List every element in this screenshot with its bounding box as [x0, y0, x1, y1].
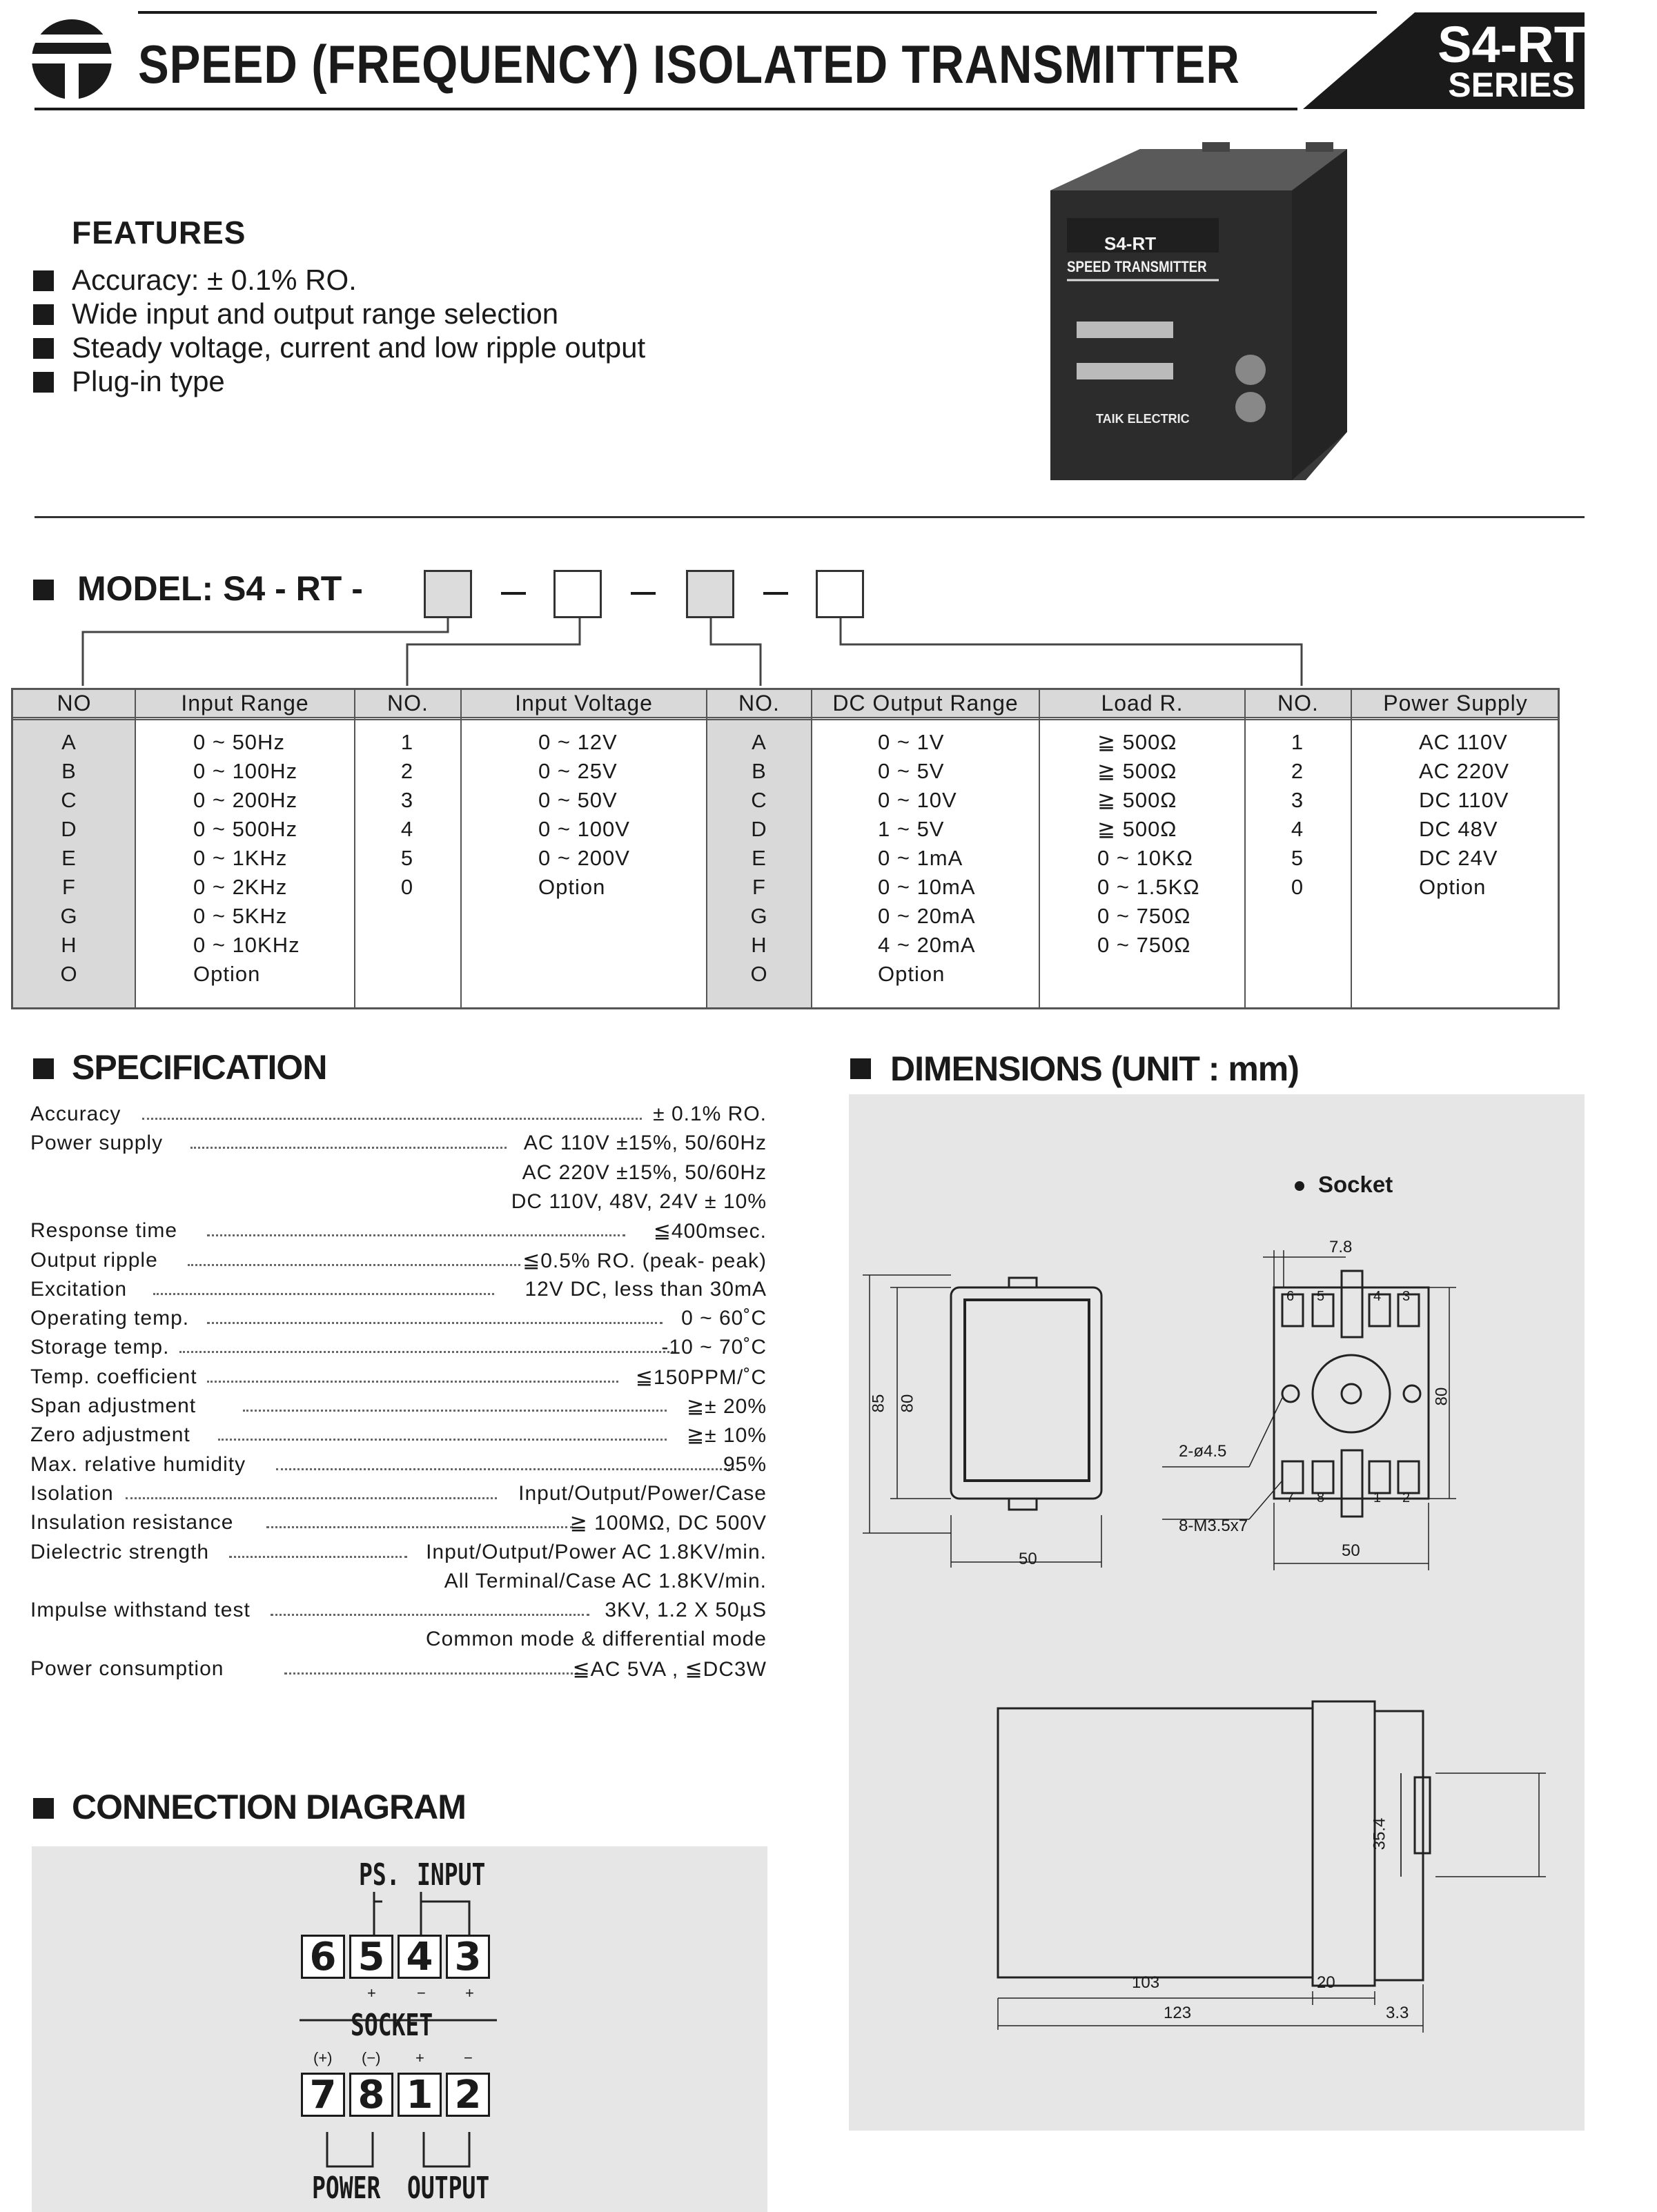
photo-model-text: S4-RT — [1104, 233, 1157, 254]
spec-label: Power consumption — [30, 1657, 224, 1680]
table-cell: F — [62, 875, 76, 899]
table-cell: ≧ 500Ω — [1097, 759, 1177, 783]
table-cell: 0 ~ 750Ω — [1097, 904, 1191, 928]
table-cell: F — [752, 875, 766, 899]
dimension-drawings — [849, 1094, 1585, 2131]
polarity-label: − — [417, 1984, 426, 2002]
bullet-icon — [33, 372, 54, 393]
table-cell: D — [61, 817, 77, 841]
socket-pin-label: 1 — [1373, 1490, 1382, 1505]
bullet-icon — [33, 580, 54, 600]
bullet-icon — [850, 1058, 871, 1079]
table-cell: 5 — [400, 846, 414, 870]
model-box-power-supply — [816, 570, 864, 618]
table-cell: 0 ~ 750Ω — [1097, 933, 1191, 957]
spec-value: ± 0.1% RO. — [653, 1103, 767, 1125]
polarity-label: − — [464, 2049, 473, 2066]
table-cell: 0 ~ 5KHz — [193, 904, 288, 928]
spec-value: DC 110V, 48V, 24V ± 10% — [511, 1189, 767, 1213]
dot-leader — [207, 1381, 618, 1383]
terminal-5: 5 — [349, 1935, 393, 1979]
model-box-output-range — [686, 570, 734, 618]
table-cell: 0 ~ 1mA — [878, 846, 963, 870]
table-cell: 4 ~ 20mA — [878, 933, 976, 957]
spec-label: Insulation resistance — [30, 1511, 234, 1534]
spec-value: ≧ 100MΩ, DC 500V — [569, 1512, 767, 1535]
page-title: SPEED (FREQUENCY) ISOLATED TRANSMITTER — [138, 34, 1240, 95]
spec-label: Max. relative humidity — [30, 1452, 246, 1476]
table-cell: B — [61, 759, 77, 783]
table-cell: 0 — [400, 875, 414, 899]
power-label: POWER — [312, 2171, 381, 2206]
dot-leader — [266, 1526, 573, 1528]
socket-pin-label: 4 — [1373, 1289, 1382, 1304]
input-label: INPUT — [417, 1857, 486, 1893]
section-divider — [35, 516, 1585, 518]
th-input-voltage: Input Voltage — [515, 691, 653, 715]
dim-label: 123 — [1164, 2004, 1192, 2022]
table-cell: 0 ~ 5V — [878, 759, 945, 783]
table-cell: ≧ 500Ω — [1097, 788, 1177, 812]
table-cell: 0 ~ 1.5KΩ — [1097, 875, 1200, 899]
photo-brand-text: TAIK ELECTRIC — [1096, 412, 1190, 426]
dim-label: 50 — [1342, 1541, 1360, 1560]
feature-item: Plug-in type — [72, 365, 225, 397]
spec-value: 95% — [723, 1452, 767, 1476]
series-code: S4-RT — [1438, 16, 1585, 73]
bullet-icon — [33, 1058, 54, 1079]
table-cell: 0 ~ 2KHz — [193, 875, 288, 899]
spec-value: -10 ~ 70˚C — [661, 1336, 767, 1359]
th-voltage-no: NO. — [387, 691, 429, 715]
th-input-range: Input Range — [181, 691, 309, 715]
spec-label: Output ripple — [30, 1248, 158, 1272]
table-cell: 2 — [1291, 759, 1304, 783]
th-output-range: DC Output Range — [832, 691, 1019, 715]
th-load-r: Load R. — [1101, 691, 1184, 715]
table-cell: 1 — [400, 730, 414, 754]
table-cell: A — [752, 730, 767, 754]
spec-value: 0 ~ 60˚C — [681, 1307, 767, 1330]
spec-value: 12V DC, less than 30mA — [524, 1277, 767, 1301]
connection-heading: CONNECTION DIAGRAM — [72, 1788, 466, 1826]
table-cell: 0 ~ 1V — [878, 730, 945, 754]
company-logo — [28, 19, 116, 102]
table-cell: ≧ 500Ω — [1097, 730, 1177, 754]
spec-label: Dielectric strength — [30, 1540, 210, 1563]
dim-label: 2-ø4.5 — [1179, 1442, 1227, 1461]
table-cell: DC 24V — [1419, 846, 1498, 870]
terminal-3: 3 — [446, 1935, 490, 1979]
table-cell: O — [750, 962, 768, 986]
table-cell: 4 — [400, 817, 414, 841]
bullet-icon — [33, 270, 54, 291]
photo-subtitle-text: SPEED TRANSMITTER — [1067, 258, 1207, 275]
th-output-no: NO. — [738, 691, 780, 715]
socket-pin-label: 7 — [1286, 1490, 1295, 1505]
model-dash — [631, 592, 656, 595]
dot-leader — [207, 1234, 625, 1236]
dot-leader — [271, 1614, 589, 1616]
dot-leader — [188, 1264, 520, 1266]
socket-pin-label: 5 — [1317, 1289, 1325, 1304]
table-cell: C — [61, 788, 77, 812]
terminal-6: 6 — [301, 1935, 345, 1979]
table-cell: E — [752, 846, 767, 870]
dot-leader — [276, 1468, 738, 1470]
table-cell: G — [60, 904, 78, 928]
table-cell: 3 — [1291, 788, 1304, 812]
table-cell: AC 110V — [1419, 730, 1508, 754]
table-cell: B — [752, 759, 767, 783]
model-dash — [501, 592, 526, 595]
bullet-icon — [33, 1798, 54, 1819]
table-cell: Option — [1419, 875, 1487, 899]
spec-label: Accuracy — [30, 1103, 121, 1125]
dim-label: 50 — [1019, 1550, 1037, 1568]
spec-value: AC 220V ±15%, 50/60Hz — [522, 1161, 767, 1184]
table-cell: 0 ~ 200V — [538, 846, 630, 870]
spec-label: Excitation — [30, 1277, 128, 1301]
socket-word: SOCKET — [351, 2008, 433, 2043]
spec-label: Isolation — [30, 1481, 114, 1505]
table-cell: G — [750, 904, 768, 928]
dimensions-heading: DIMENSIONS (UNIT : mm) — [890, 1049, 1299, 1088]
table-cell: 0 ~ 10KΩ — [1097, 846, 1193, 870]
terminal-2: 2 — [446, 2073, 490, 2117]
model-connector-lines — [0, 614, 1657, 690]
dot-leader — [126, 1497, 497, 1499]
table-cell: 0 ~ 500Hz — [193, 817, 298, 841]
ps-label: PS. — [359, 1857, 400, 1893]
socket-pin-label: 3 — [1402, 1289, 1411, 1304]
feature-item: Accuracy: ± 0.1% RO. — [72, 264, 357, 296]
dot-leader — [284, 1672, 578, 1675]
socket-pin-label: 8 — [1317, 1490, 1325, 1505]
table-cell: 0 ~ 100Hz — [193, 759, 298, 783]
spec-value: AC 110V ±15%, 50/60Hz — [523, 1132, 767, 1155]
bullet-icon — [33, 338, 54, 359]
spec-label: Span adjustment — [30, 1394, 197, 1417]
dim-label: 8-M3.5x7 — [1179, 1517, 1248, 1535]
table-cell: H — [61, 933, 77, 957]
dot-leader — [207, 1322, 663, 1324]
polarity-label: (+) — [313, 2049, 333, 2066]
table-cell: 0 ~ 25V — [538, 759, 618, 783]
table-cell: 0 ~ 200Hz — [193, 788, 298, 812]
table-cell: Option — [193, 962, 261, 986]
table-cell: 0 ~ 12V — [538, 730, 618, 754]
dim-label: 3.3 — [1386, 2004, 1409, 2022]
dot-leader — [179, 1351, 674, 1353]
series-word: SERIES — [1448, 66, 1575, 104]
spec-label: Zero adjustment — [30, 1423, 190, 1447]
table-cell: 2 — [400, 759, 414, 783]
bullet-icon — [33, 304, 54, 325]
polarity-label: (−) — [362, 2049, 381, 2066]
dot-leader — [229, 1556, 407, 1558]
table-cell: 0 ~ 100V — [538, 817, 630, 841]
spec-value: ≦150PPM/˚C — [635, 1365, 767, 1389]
table-cell: 3 — [400, 788, 414, 812]
spec-value: Input/Output/Power/Case — [518, 1481, 767, 1505]
feature-item: Wide input and output range selection — [72, 297, 559, 330]
table-cell: 0 ~ 1KHz — [193, 846, 288, 870]
polarity-label: + — [415, 2049, 424, 2066]
spec-label: Storage temp. — [30, 1336, 170, 1359]
dim-label: 35.4 — [1370, 1817, 1389, 1850]
socket-label: Socket — [1318, 1172, 1393, 1197]
polarity-label: + — [367, 1984, 376, 2002]
table-cell: O — [60, 962, 78, 986]
table-cell: AC 220V — [1419, 759, 1510, 783]
dim-label: 103 — [1132, 1973, 1160, 1992]
terminal-7: 7 — [301, 2073, 345, 2117]
table-cell: 1 ~ 5V — [878, 817, 945, 841]
table-cell: D — [751, 817, 767, 841]
spec-label: Power supply — [30, 1132, 164, 1155]
spec-value: ≧± 20% — [687, 1395, 767, 1418]
table-cell: A — [61, 730, 77, 754]
product-photo — [1043, 142, 1347, 487]
dim-label: 80 — [898, 1394, 917, 1413]
dim-label: 85 — [869, 1394, 888, 1413]
table-cell: 0 — [1291, 875, 1304, 899]
th-power-supply: Power Supply — [1383, 691, 1528, 715]
table-cell: 5 — [1291, 846, 1304, 870]
table-cell: 0 ~ 10KHz — [193, 933, 300, 957]
spec-value: ≧± 10% — [687, 1424, 767, 1448]
spec-value: All Terminal/Case AC 1.8KV/min. — [444, 1569, 767, 1592]
dot-leader — [142, 1118, 642, 1120]
dim-label: 80 — [1432, 1387, 1451, 1406]
spec-label: Response time — [30, 1219, 178, 1243]
dot-leader — [153, 1293, 494, 1295]
table-cell: ≧ 500Ω — [1097, 817, 1177, 841]
dim-label: 20 — [1317, 1973, 1335, 1992]
spec-label: Operating temp. — [30, 1307, 190, 1330]
spec-label: Impulse withstand test — [30, 1599, 251, 1622]
dot-leader — [243, 1410, 667, 1412]
table-cell: DC 110V — [1419, 788, 1509, 812]
table-cell: DC 48V — [1419, 817, 1498, 841]
feature-item: Steady voltage, current and low ripple output — [72, 331, 646, 364]
dot-leader — [190, 1147, 507, 1149]
dim-label: 7.8 — [1329, 1238, 1353, 1256]
specification-heading: SPECIFICATION — [72, 1048, 327, 1087]
socket-pin-label: 2 — [1402, 1490, 1411, 1505]
table-cell: E — [61, 846, 77, 870]
terminal-1: 1 — [398, 2073, 442, 2117]
spec-value: ≦AC 5VA , ≦DC3W — [572, 1657, 767, 1681]
table-cell: Option — [538, 875, 606, 899]
table-cell: 0 ~ 20mA — [878, 904, 976, 928]
polarity-label: + — [465, 1984, 474, 2002]
spec-value: Input/Output/Power AC 1.8KV/min. — [426, 1540, 767, 1563]
model-box-input-voltage — [553, 570, 602, 618]
table-cell: 0 ~ 10mA — [878, 875, 976, 899]
dot-leader — [218, 1439, 667, 1441]
table-cell: H — [751, 933, 767, 957]
spec-value: Common mode & differential mode — [425, 1628, 767, 1651]
terminal-8: 8 — [349, 2073, 393, 2117]
model-dash — [763, 592, 788, 595]
table-cell: Option — [878, 962, 945, 986]
spec-value: ≦400msec. — [653, 1220, 767, 1243]
spec-label: Temp. coefficient — [30, 1365, 197, 1388]
socket-pin-label: 6 — [1286, 1289, 1295, 1304]
output-label: OUTPUT — [407, 2171, 490, 2206]
table-cell: C — [751, 788, 767, 812]
spec-value: ≦0.5% RO. (peak- peak) — [522, 1249, 767, 1272]
model-label: MODEL: S4 - RT - — [77, 569, 363, 608]
spec-value: 3KV, 1.2 X 50µS — [605, 1599, 767, 1622]
th-power-no: NO. — [1277, 691, 1319, 715]
th-input-no: NO — [57, 691, 92, 715]
table-cell: 0 ~ 50Hz — [193, 730, 285, 754]
features-heading: FEATURES — [72, 215, 246, 250]
terminal-4: 4 — [398, 1935, 442, 1979]
table-cell: 0 ~ 50V — [538, 788, 618, 812]
table-cell: 4 — [1291, 817, 1304, 841]
table-cell: 1 — [1291, 730, 1304, 754]
model-box-input-range — [424, 570, 472, 618]
table-cell: 0 ~ 10V — [878, 788, 957, 812]
